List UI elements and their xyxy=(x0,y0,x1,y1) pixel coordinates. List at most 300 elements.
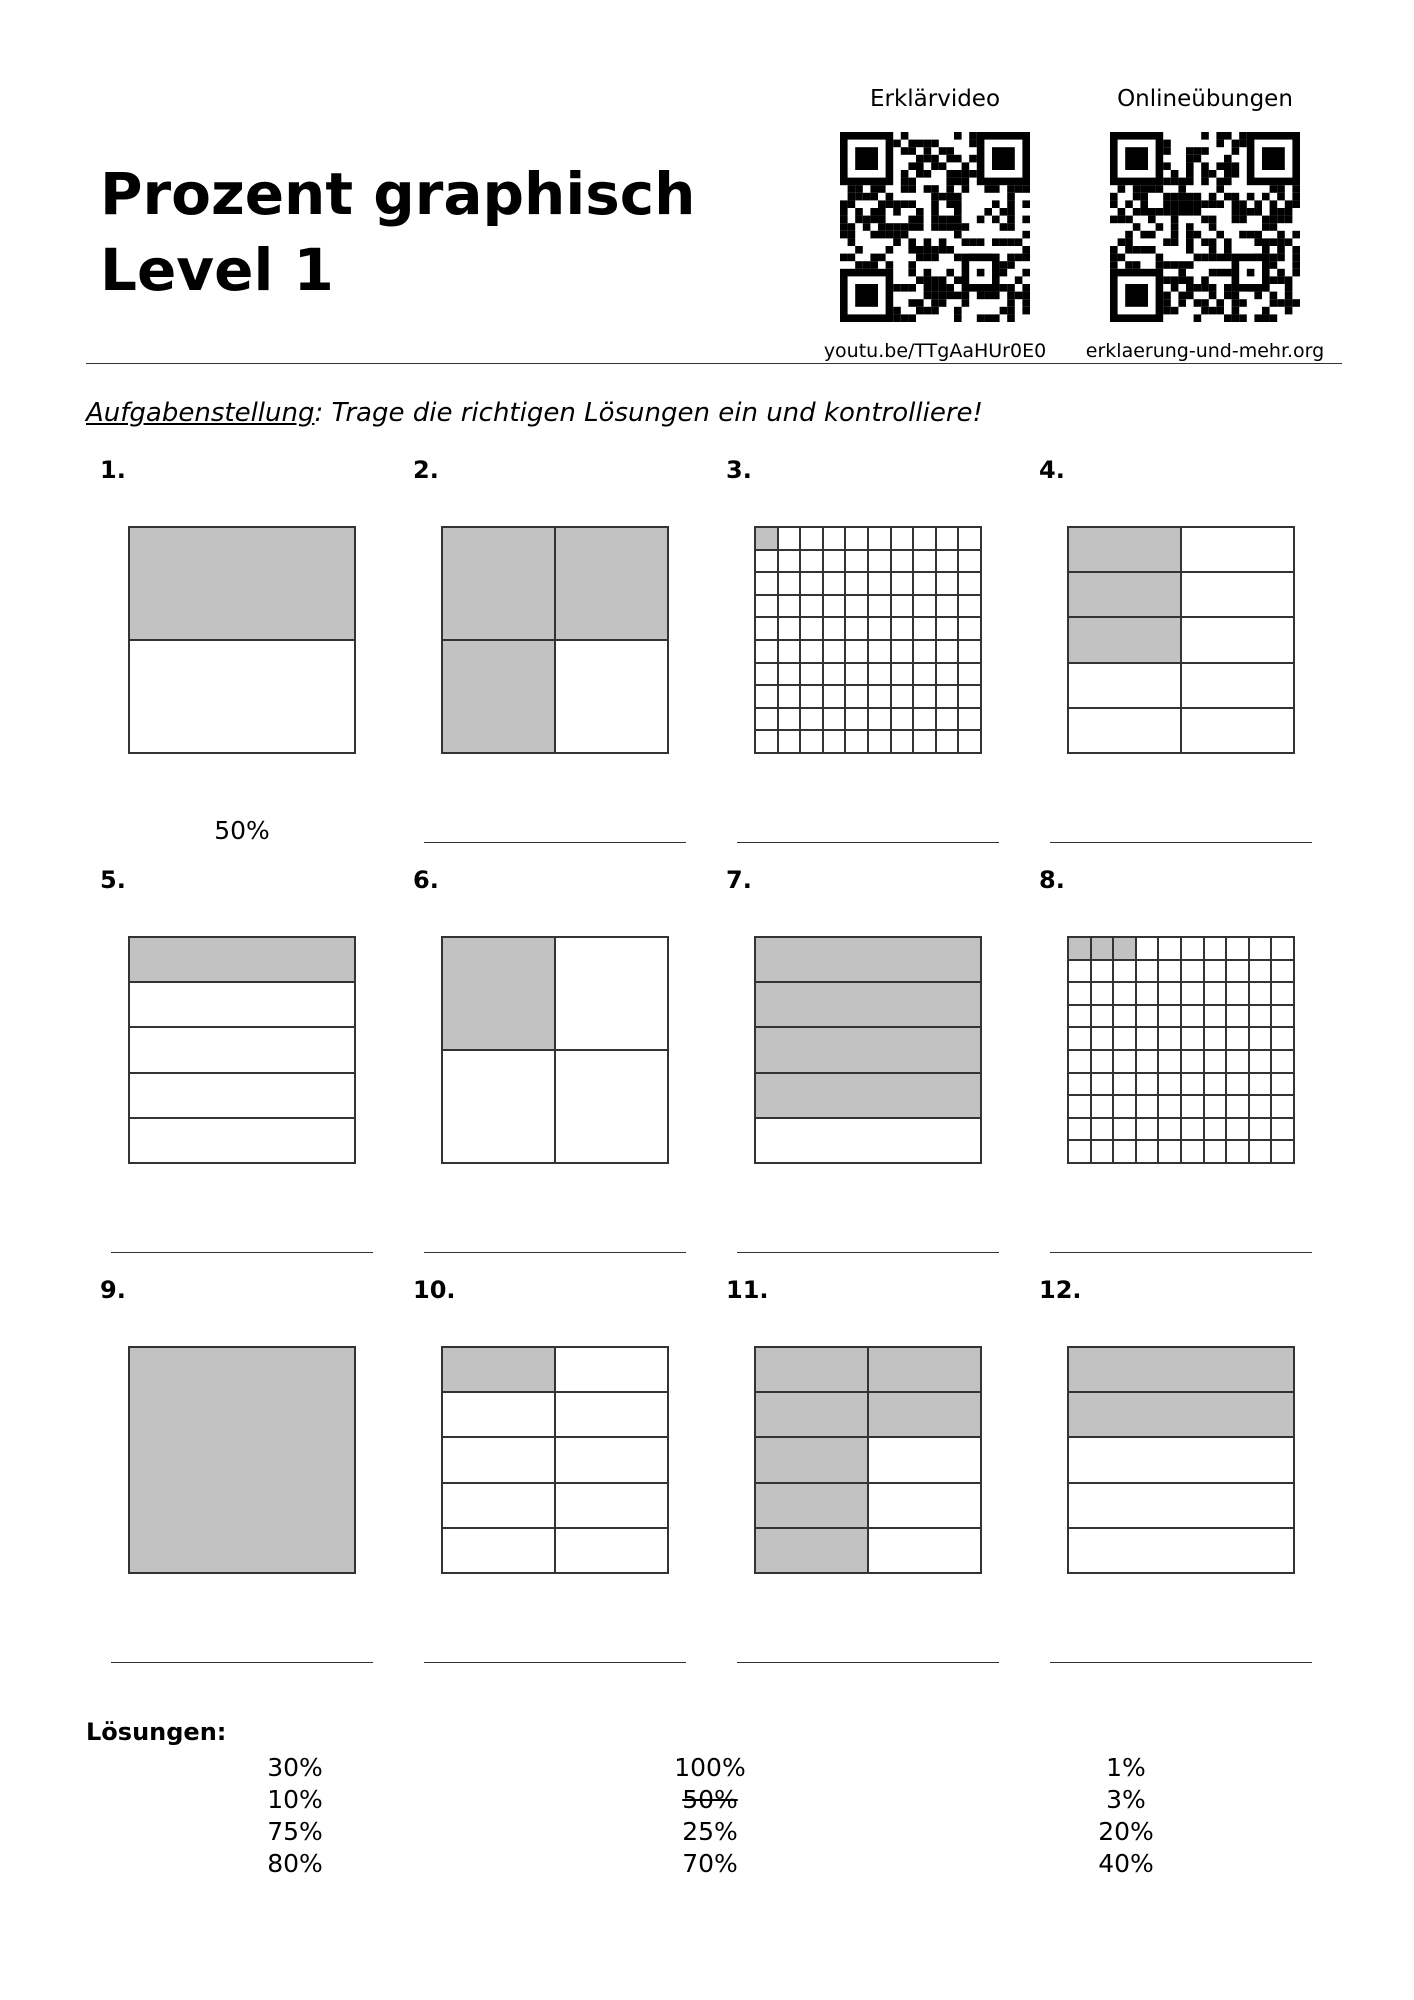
grid-cell xyxy=(958,550,981,573)
grid-cell xyxy=(442,1050,555,1163)
grid-cell xyxy=(936,640,959,663)
grid-cell xyxy=(1181,1073,1204,1096)
grid-cell xyxy=(1113,1027,1136,1050)
grid-cell xyxy=(1249,1118,1272,1141)
grid-cell xyxy=(1068,1027,1091,1050)
grid-cell-filled xyxy=(755,1347,868,1392)
solutions-column xyxy=(1046,1752,1206,1880)
grid-cell xyxy=(823,595,846,618)
percent-grid xyxy=(441,936,669,1164)
grid-cell xyxy=(913,663,936,686)
grid-cell xyxy=(129,1027,355,1072)
grid-cell xyxy=(1091,1095,1114,1118)
grid-cell-filled xyxy=(1068,527,1181,572)
grid-cell xyxy=(868,550,891,573)
grid-cell xyxy=(1271,1118,1294,1141)
grid-cell xyxy=(1113,1140,1136,1163)
grid-cell xyxy=(913,708,936,731)
grid-cell xyxy=(778,617,801,640)
grid-cell xyxy=(1249,1005,1272,1028)
grid-cell xyxy=(1113,1095,1136,1118)
grid-cell xyxy=(823,640,846,663)
grid-cell-filled xyxy=(1068,617,1181,662)
grid-cell xyxy=(1091,960,1114,983)
grid-cell xyxy=(1204,937,1227,960)
percent-grid xyxy=(754,526,982,754)
grid-cell xyxy=(1068,1095,1091,1118)
grid-cell xyxy=(1181,1095,1204,1118)
grid-cell xyxy=(936,685,959,708)
grid-cell xyxy=(1068,1140,1091,1163)
grid-cell xyxy=(1158,1027,1181,1050)
grid-cell xyxy=(129,1073,355,1118)
answer-line[interactable] xyxy=(424,1662,686,1663)
grid-cell xyxy=(442,1392,555,1437)
grid-cell xyxy=(1113,1073,1136,1096)
grid-cell xyxy=(1181,982,1204,1005)
solution-value-used: 50% xyxy=(682,1785,738,1814)
grid-cell xyxy=(1136,982,1159,1005)
grid-cell-filled xyxy=(442,1347,555,1392)
grid-cell xyxy=(1204,1027,1227,1050)
grid-cell-filled xyxy=(1068,937,1091,960)
grid-cell xyxy=(778,595,801,618)
grid-cell xyxy=(778,527,801,550)
grid-cell xyxy=(913,640,936,663)
solution-value: 75% xyxy=(267,1817,323,1846)
grid-cell-filled xyxy=(129,527,355,640)
qr-code-exercises[interactable] xyxy=(1110,132,1300,322)
grid-cell xyxy=(800,640,823,663)
grid-cell-filled xyxy=(755,982,981,1027)
grid-cell xyxy=(778,685,801,708)
grid-cell xyxy=(1136,937,1159,960)
grid-cell xyxy=(845,617,868,640)
grid-cell xyxy=(1158,1095,1181,1118)
answer-line[interactable] xyxy=(424,842,686,843)
percent-grid xyxy=(1067,526,1295,754)
grid-cell-filled xyxy=(755,1392,868,1437)
grid-cell xyxy=(1136,1005,1159,1028)
grid-cell xyxy=(1136,1050,1159,1073)
instruction-prefix: Aufgabenstellung xyxy=(86,398,315,428)
grid-cell xyxy=(868,663,891,686)
grid-cell xyxy=(1271,982,1294,1005)
task-number: 4. xyxy=(1039,456,1065,484)
grid-cell-filled xyxy=(442,937,555,1050)
grid-cell xyxy=(800,527,823,550)
answer-line[interactable] xyxy=(424,1252,686,1253)
grid-cell xyxy=(1249,1027,1272,1050)
grid-cell xyxy=(129,982,355,1027)
task-number: 7. xyxy=(726,866,752,894)
grid-cell xyxy=(868,572,891,595)
grid-cell-filled xyxy=(555,527,668,640)
grid-cell xyxy=(845,595,868,618)
grid-cell xyxy=(1068,1437,1294,1482)
grid-cell xyxy=(1113,1050,1136,1073)
grid-cell xyxy=(1136,1073,1159,1096)
solution-value: 20% xyxy=(1098,1817,1154,1846)
grid-cell xyxy=(913,617,936,640)
grid-cell-filled xyxy=(868,1392,981,1437)
grid-cell-filled xyxy=(1068,572,1181,617)
percent-grid xyxy=(441,1346,669,1574)
grid-cell xyxy=(868,617,891,640)
grid-cell xyxy=(1226,1027,1249,1050)
grid-cell xyxy=(778,730,801,753)
grid-cell xyxy=(442,1483,555,1528)
grid-cell xyxy=(936,572,959,595)
grid-cell xyxy=(755,708,778,731)
header-divider xyxy=(86,363,1342,364)
solution-value: 70% xyxy=(682,1849,738,1878)
grid-cell xyxy=(891,527,914,550)
grid-cell xyxy=(1226,982,1249,1005)
grid-cell xyxy=(1068,1073,1091,1096)
grid-cell xyxy=(1204,960,1227,983)
grid-cell xyxy=(555,640,668,753)
grid-cell xyxy=(891,617,914,640)
instruction xyxy=(86,398,983,428)
solution-value: 80% xyxy=(267,1849,323,1878)
task-number: 6. xyxy=(413,866,439,894)
grid-cell xyxy=(958,617,981,640)
grid-cell xyxy=(1091,1027,1114,1050)
grid-cell xyxy=(845,572,868,595)
grid-cell xyxy=(891,663,914,686)
grid-cell xyxy=(778,640,801,663)
grid-cell xyxy=(1158,1050,1181,1073)
grid-cell-filled xyxy=(755,527,778,550)
grid-cell xyxy=(800,685,823,708)
grid-cell xyxy=(778,572,801,595)
grid-cell xyxy=(958,730,981,753)
task-number: 5. xyxy=(100,866,126,894)
solution-value: 1% xyxy=(1106,1753,1146,1782)
grid-cell xyxy=(1113,1005,1136,1028)
grid-cell xyxy=(755,1118,981,1163)
grid-cell xyxy=(936,708,959,731)
grid-cell xyxy=(936,730,959,753)
solution-value: 3% xyxy=(1106,1785,1146,1814)
grid-cell xyxy=(1158,960,1181,983)
grid-cell xyxy=(1181,960,1204,983)
grid-cell xyxy=(1091,1050,1114,1073)
solution-value: 25% xyxy=(682,1817,738,1846)
grid-cell xyxy=(1249,1140,1272,1163)
grid-cell xyxy=(1136,1027,1159,1050)
grid-cell xyxy=(1226,1095,1249,1118)
grid-cell xyxy=(800,730,823,753)
solutions-title: Lösungen: xyxy=(86,1718,227,1746)
grid-cell xyxy=(1271,1027,1294,1050)
qr-left-url[interactable]: youtu.be/TTgAaHUr0E0 xyxy=(823,340,1047,362)
grid-cell xyxy=(1204,1005,1227,1028)
grid-cell-filled xyxy=(1068,1392,1294,1437)
grid-cell xyxy=(778,663,801,686)
qr-right-url[interactable]: erklaerung-und-mehr.org xyxy=(1085,340,1325,362)
grid-cell xyxy=(1113,960,1136,983)
solution-value: 40% xyxy=(1098,1849,1154,1878)
grid-cell xyxy=(755,685,778,708)
grid-cell xyxy=(1204,1095,1227,1118)
grid-cell xyxy=(1068,1005,1091,1028)
grid-cell xyxy=(913,527,936,550)
task-number: 12. xyxy=(1039,1276,1082,1304)
grid-cell xyxy=(1204,1050,1227,1073)
answer-line[interactable] xyxy=(1050,842,1312,843)
percent-grid xyxy=(128,1346,356,1574)
grid-cell xyxy=(1158,1073,1181,1096)
grid-cell xyxy=(958,663,981,686)
grid-cell xyxy=(555,1483,668,1528)
grid-cell xyxy=(1181,663,1294,708)
grid-cell xyxy=(1204,1118,1227,1141)
grid-cell xyxy=(1068,1050,1091,1073)
grid-cell xyxy=(555,937,668,1050)
percent-grid xyxy=(1067,1346,1295,1574)
task-number: 9. xyxy=(100,1276,126,1304)
grid-cell-filled xyxy=(868,1347,981,1392)
grid-cell xyxy=(1249,937,1272,960)
grid-cell-filled xyxy=(442,640,555,753)
grid-cell xyxy=(868,708,891,731)
grid-cell xyxy=(1204,982,1227,1005)
grid-cell xyxy=(891,640,914,663)
grid-cell-filled xyxy=(442,527,555,640)
grid-cell xyxy=(891,708,914,731)
grid-cell xyxy=(1136,1118,1159,1141)
grid-cell xyxy=(868,730,891,753)
grid-cell xyxy=(755,663,778,686)
task-number: 3. xyxy=(726,456,752,484)
task-number: 8. xyxy=(1039,866,1065,894)
grid-cell xyxy=(755,572,778,595)
qr-right-label: Onlineübungen xyxy=(1117,86,1293,112)
grid-cell-filled xyxy=(755,1528,868,1573)
grid-cell xyxy=(1271,1050,1294,1073)
grid-cell xyxy=(1181,1027,1204,1050)
grid-cell xyxy=(129,1118,355,1163)
grid-cell xyxy=(778,708,801,731)
grid-cell xyxy=(800,708,823,731)
percent-grid xyxy=(441,526,669,754)
grid-cell xyxy=(1136,1140,1159,1163)
answer-line[interactable] xyxy=(737,1662,999,1663)
grid-cell-filled xyxy=(755,1027,981,1072)
grid-cell xyxy=(823,685,846,708)
grid-cell xyxy=(823,708,846,731)
grid-cell xyxy=(1226,1118,1249,1141)
grid-cell xyxy=(755,640,778,663)
answer-line[interactable] xyxy=(1050,1662,1312,1663)
task-number: 11. xyxy=(726,1276,769,1304)
grid-cell-filled xyxy=(755,937,981,982)
grid-cell xyxy=(1226,960,1249,983)
percent-grid xyxy=(128,936,356,1164)
percent-grid xyxy=(128,526,356,754)
grid-cell xyxy=(555,1347,668,1392)
grid-cell xyxy=(1226,1050,1249,1073)
grid-cell-filled xyxy=(1113,937,1136,960)
grid-cell xyxy=(891,685,914,708)
grid-cell xyxy=(1068,1528,1294,1573)
grid-cell xyxy=(868,640,891,663)
grid-cell xyxy=(1181,1005,1204,1028)
grid-cell xyxy=(1136,1095,1159,1118)
grid-cell xyxy=(1271,1095,1294,1118)
answer-line[interactable] xyxy=(111,1662,373,1663)
grid-cell xyxy=(1249,1095,1272,1118)
grid-cell xyxy=(1158,1118,1181,1141)
grid-cell xyxy=(1181,937,1204,960)
solutions-column xyxy=(630,1752,790,1880)
grid-cell xyxy=(1091,982,1114,1005)
grid-cell xyxy=(800,617,823,640)
grid-cell xyxy=(1181,527,1294,572)
grid-cell xyxy=(845,527,868,550)
grid-cell xyxy=(845,685,868,708)
grid-cell xyxy=(958,640,981,663)
grid-cell xyxy=(1226,1005,1249,1028)
grid-cell xyxy=(936,617,959,640)
grid-cell xyxy=(845,550,868,573)
grid-cell xyxy=(1249,1073,1272,1096)
grid-cell xyxy=(868,1483,981,1528)
grid-cell xyxy=(868,1528,981,1573)
grid-cell xyxy=(755,617,778,640)
grid-cell xyxy=(823,527,846,550)
grid-cell xyxy=(823,572,846,595)
grid-cell-filled xyxy=(755,1437,868,1482)
grid-cell xyxy=(800,663,823,686)
grid-cell xyxy=(1181,572,1294,617)
grid-cell xyxy=(800,550,823,573)
grid-cell xyxy=(555,1050,668,1163)
grid-cell xyxy=(845,663,868,686)
grid-cell xyxy=(958,572,981,595)
grid-cell xyxy=(891,572,914,595)
qr-left-label: Erklärvideo xyxy=(869,86,1001,112)
solution-value: 30% xyxy=(267,1753,323,1782)
grid-cell xyxy=(913,685,936,708)
grid-cell xyxy=(845,730,868,753)
grid-cell xyxy=(555,1528,668,1573)
grid-cell xyxy=(913,595,936,618)
grid-cell xyxy=(936,595,959,618)
grid-cell xyxy=(555,1437,668,1482)
grid-cell xyxy=(891,595,914,618)
grid-cell xyxy=(1249,960,1272,983)
grid-cell xyxy=(1249,982,1272,1005)
grid-cell xyxy=(778,550,801,573)
answer-line[interactable] xyxy=(737,842,999,843)
grid-cell xyxy=(1158,1005,1181,1028)
grid-cell-filled xyxy=(1068,1347,1294,1392)
grid-cell xyxy=(891,730,914,753)
grid-cell xyxy=(913,730,936,753)
page-title: Prozent graphisch Level 1 xyxy=(100,160,696,304)
task-number: 1. xyxy=(100,456,126,484)
qr-code-video[interactable] xyxy=(840,132,1030,322)
grid-cell xyxy=(913,572,936,595)
solutions-column xyxy=(215,1752,375,1880)
grid-cell xyxy=(936,663,959,686)
grid-cell xyxy=(1068,982,1091,1005)
grid-cell-filled xyxy=(1091,937,1114,960)
answer-line[interactable] xyxy=(111,1252,373,1253)
grid-cell xyxy=(1271,1005,1294,1028)
grid-cell xyxy=(913,550,936,573)
grid-cell xyxy=(1068,1118,1091,1141)
grid-cell xyxy=(1113,982,1136,1005)
grid-cell xyxy=(1068,960,1091,983)
grid-cell-filled xyxy=(755,1483,868,1528)
grid-cell xyxy=(1271,937,1294,960)
grid-cell xyxy=(1158,982,1181,1005)
grid-cell xyxy=(1204,1073,1227,1096)
grid-cell xyxy=(1113,1118,1136,1141)
grid-cell xyxy=(1068,708,1181,753)
grid-cell xyxy=(755,550,778,573)
grid-cell xyxy=(823,617,846,640)
answer-line[interactable] xyxy=(1050,1252,1312,1253)
grid-cell xyxy=(1158,937,1181,960)
grid-cell xyxy=(1181,1140,1204,1163)
grid-cell xyxy=(1181,1118,1204,1141)
grid-cell xyxy=(823,663,846,686)
percent-grid xyxy=(1067,936,1295,1164)
grid-cell xyxy=(442,1437,555,1482)
percent-grid xyxy=(754,936,982,1164)
grid-cell xyxy=(891,550,914,573)
grid-cell-filled xyxy=(129,937,355,982)
grid-cell xyxy=(868,595,891,618)
grid-cell xyxy=(1271,1073,1294,1096)
answer-line[interactable] xyxy=(737,1252,999,1253)
grid-cell xyxy=(1249,1050,1272,1073)
grid-cell xyxy=(958,685,981,708)
grid-cell xyxy=(958,527,981,550)
grid-cell xyxy=(845,708,868,731)
grid-cell xyxy=(800,595,823,618)
grid-cell xyxy=(868,1437,981,1482)
grid-cell xyxy=(1204,1140,1227,1163)
grid-cell xyxy=(1158,1140,1181,1163)
grid-cell xyxy=(1181,708,1294,753)
grid-cell xyxy=(958,595,981,618)
grid-cell xyxy=(868,685,891,708)
grid-cell xyxy=(936,527,959,550)
grid-cell xyxy=(129,640,355,753)
grid-cell xyxy=(1226,1073,1249,1096)
instruction-text: : Trage die richtigen Lösungen ein und kontrolliere! xyxy=(314,398,983,428)
grid-cell xyxy=(936,550,959,573)
grid-cell xyxy=(823,730,846,753)
grid-cell xyxy=(755,730,778,753)
grid-cell xyxy=(1181,1050,1204,1073)
grid-cell xyxy=(442,1528,555,1573)
grid-cell xyxy=(1068,1483,1294,1528)
grid-cell xyxy=(800,572,823,595)
grid-cell xyxy=(1226,1140,1249,1163)
grid-cell xyxy=(958,708,981,731)
grid-cell xyxy=(1271,960,1294,983)
grid-cell xyxy=(1091,1073,1114,1096)
grid-cell xyxy=(1226,937,1249,960)
grid-cell xyxy=(868,527,891,550)
